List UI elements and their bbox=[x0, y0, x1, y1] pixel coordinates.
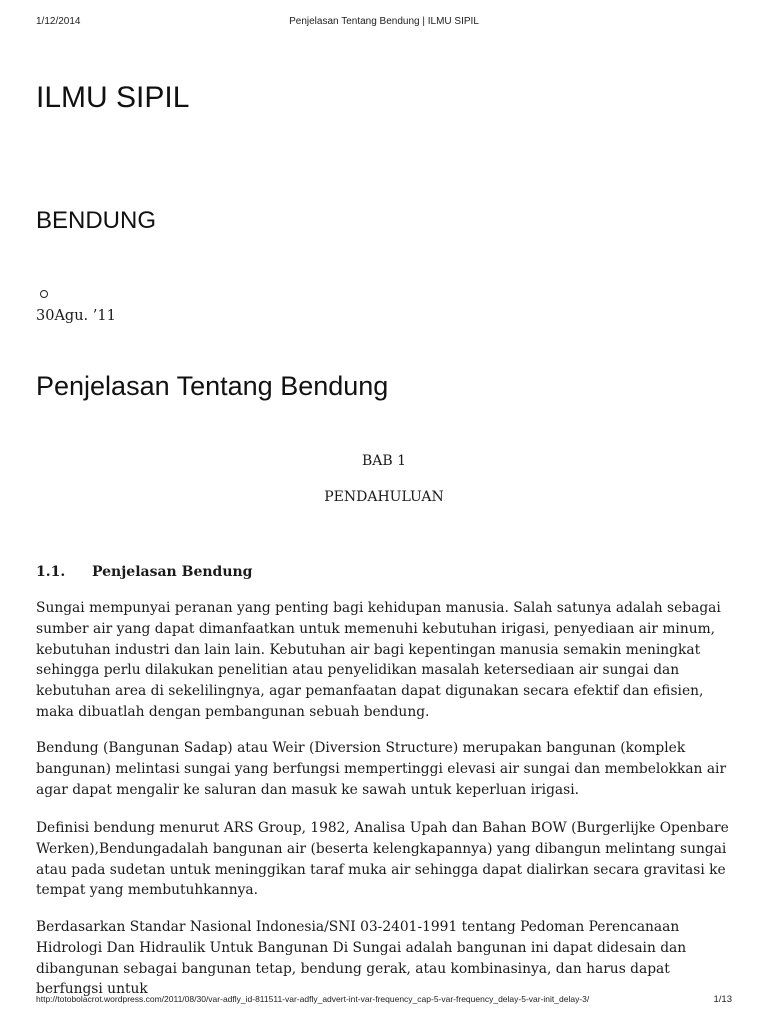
post-date: 30Agu. ’11 bbox=[36, 308, 116, 324]
print-date: 1/12/2014 bbox=[36, 16, 81, 27]
site-title[interactable]: ILMU SIPIL bbox=[36, 81, 190, 114]
body-paragraph: Sungai mempunyai peranan yang penting bagi kehidupan manusia. Salah satunya adalah sebagai sumber air yang dapat dimanfaatkan untuk memenuhi kebutuhan irigasi, penyediaan air minum, kebutuhan industri dan lain lain. Kebutuhan air bagi kepentingan manusia semakin meningkat sehingga perlu dilakukan penelitian atau penyelidikan masalah ketersediaan air sungai dan kebutuhan area di sekelilingnya, agar pemanfaatan dapat digunakan secara efektif dan efisien, maka dibuatlah dengan pembangunan sebuah bendung. bbox=[36, 600, 721, 720]
print-url: http://totobolacrot.wordpress.com/2011/08/30/var-adfly_id-811511-var-adfly_advert-int-var-frequency_cap-5-var-frequency_delay-5-var-init_delay-3/ bbox=[36, 994, 590, 1004]
section-number: 1.1. bbox=[36, 564, 66, 580]
section-heading bbox=[36, 562, 252, 582]
category-title[interactable]: BENDUNG bbox=[36, 207, 157, 234]
body-paragraph: Bendung (Bangunan Sadap) atau Weir (Diversion Structure) merupakan bangunan (komplek bangunan) melintasi sungai yang berfungsi mempertinggi elevasi air sungai dan membelokkan air agar dapat mengalir ke saluran dan masuk ke sawah untuk keperluan irigasi. bbox=[36, 740, 727, 798]
body-paragraph: Berdasarkan Standar Nasional Indonesia/SNI 03-2401-1991 tentang Pedoman Perencanaan Hidrologi Dan Hidraulik Untuk Bangunan Di Sungai adalah bangunan ini dapat didesain dan dibangunan sebagai bangunan tetap, bendung gerak, atau kombinasinya, dan harus dapat berfungsi untuk bbox=[36, 919, 687, 998]
print-footer bbox=[36, 994, 732, 1008]
print-page-number: 1/13 bbox=[713, 994, 732, 1005]
post-title[interactable]: Penjelasan Tentang Bendung bbox=[36, 371, 389, 401]
chapter-title: PENDAHULUAN bbox=[324, 489, 444, 505]
body-paragraph: Definisi bendung menurut ARS Group, 1982, Analisa Upah dan Bahan BOW (Burgerlijke Openbare Werken),Bendungadalah bangunan air (beserta kelengkapannya) yang dibangun melintang sungai atau pada sudetan untuk meninggikan taraf muka air sehingga dapat dialirkan secara gravitasi ke tempat yang membutuhkannya. bbox=[36, 820, 729, 899]
print-header bbox=[36, 16, 732, 30]
bullet-circle-icon bbox=[40, 290, 48, 298]
section-title: Penjelasan Bendung bbox=[92, 564, 253, 580]
chapter-label: BAB 1 bbox=[361, 453, 407, 469]
print-page-title: Penjelasan Tentang Bendung | ILMU SIPIL bbox=[289, 16, 479, 27]
